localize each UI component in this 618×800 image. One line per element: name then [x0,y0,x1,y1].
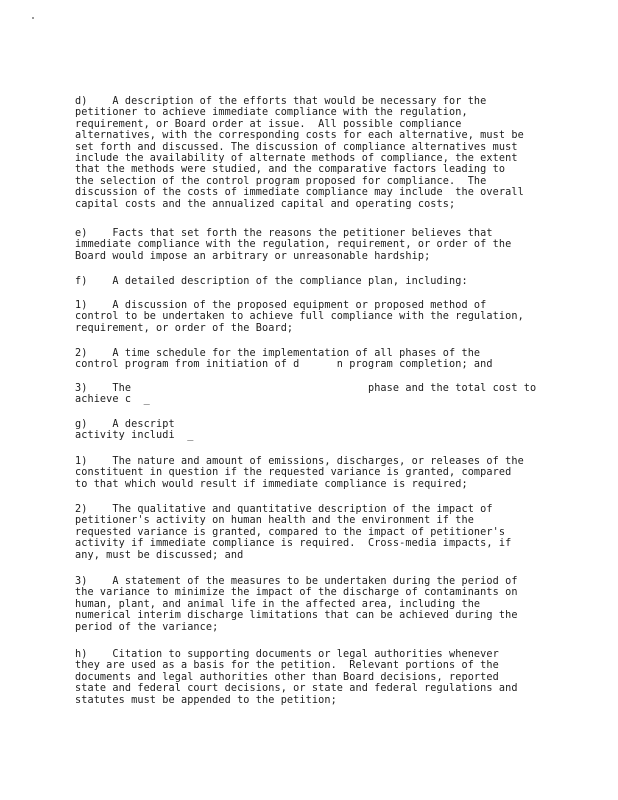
paragraph-f-3 [75,383,540,406]
text-line: e) Facts that set forth the reasons the petitioner believes that [75,228,493,239]
text-line: 3) A statement of the measures to be undertaken during the period of [75,576,518,587]
text-line: period of the variance; [75,621,219,633]
text-line: petitioner's activity on human health and the environment if the [75,515,474,527]
text-line: numerical interim discharge limitations that can be achieved during the [75,610,518,622]
text-line: control to be undertaken to achieve full compliance with the regulation, [75,311,524,323]
text-line: activity if immediate compliance is required. Cross-media impacts, if [75,538,512,550]
text-line: g) A descript [75,419,175,430]
text-line: h) Citation to supporting documents or legal authorities whenever [75,649,499,660]
text-line: alternatives, with the corresponding costs for each alternative, must be [75,130,524,142]
text-line: that the methods were studied, and the comparative factors leading to [75,164,506,176]
paragraph-g-1 [75,456,540,490]
text-line: requirement, or Board order at issue. All possible compliance [75,118,462,130]
paragraph-g [75,419,540,442]
text-line: activity includi _ [75,430,194,442]
text-line: the variance to minimize the impact of the discharge of contaminants on [75,587,518,599]
text-line: constituent in question if the requested variance is granted, compared [75,467,512,479]
paragraph-g-3 [75,576,540,633]
text-line: f) A detailed description of the compliance plan, including: [75,276,468,287]
paragraph-h [75,649,540,706]
text-line: requested variance is granted, compared to the impact of petitioner's [75,526,506,538]
text-line: documents and legal authorities other than Board decisions, reported [75,671,499,683]
text-line: d) A description of the efforts that would be necessary for the [75,96,487,107]
text-line: capital costs and the annualized capital and operating costs; [75,198,456,210]
text-line: include the availability of alternate methods of compliance, the extent [75,153,518,165]
text-line: petitioner to achieve immediate compliance with the regulation, [75,107,468,119]
text-line: they are used as a basis for the petition. Relevant portions of the [75,660,499,672]
scan-speck [32,17,34,19]
text-line: 1) The nature and amount of emissions, discharges, or releases of the [75,456,524,467]
paragraph-f [75,276,540,287]
paragraph-f-2 [75,348,540,371]
text-line: immediate compliance with the regulation, requirement, or order of the [75,239,512,251]
paragraph-f-1 [75,300,540,334]
text-line: discussion of the costs of immediate compliance may include the overall [75,187,524,199]
paragraph-e [75,228,540,262]
text-line: human, plant, and animal life in the affected area, including the [75,598,481,610]
text-line: 2) A time schedule for the implementation of all phases of the [75,348,481,359]
paragraph-g-2 [75,504,540,561]
text-line: the selection of the control program proposed for compliance. The [75,175,487,187]
text-line: statutes must be appended to the petition; [75,694,337,706]
text-line: to that which would result if immediate compliance is required; [75,478,468,490]
text-line: 2) The qualitative and quantitative description of the impact of [75,504,493,515]
text-line: set forth and discussed. The discussion of compliance alternatives must [75,141,518,153]
text-line: 3) The phase and the total cost to [75,383,537,394]
text-line: 1) A discussion of the proposed equipment or proposed method of [75,300,487,311]
paragraph-d [75,96,540,210]
text-line: state and federal court decisions, or state and federal regulations and [75,683,518,695]
text-line: any, must be discussed; and [75,549,244,561]
text-line: Board would impose an arbitrary or unreasonable hardship; [75,250,431,262]
text-line: control program from initiation of d n program completion; and [75,359,493,371]
text-line: requirement, or order of the Board; [75,322,294,334]
text-line: achieve c _ [75,394,150,406]
